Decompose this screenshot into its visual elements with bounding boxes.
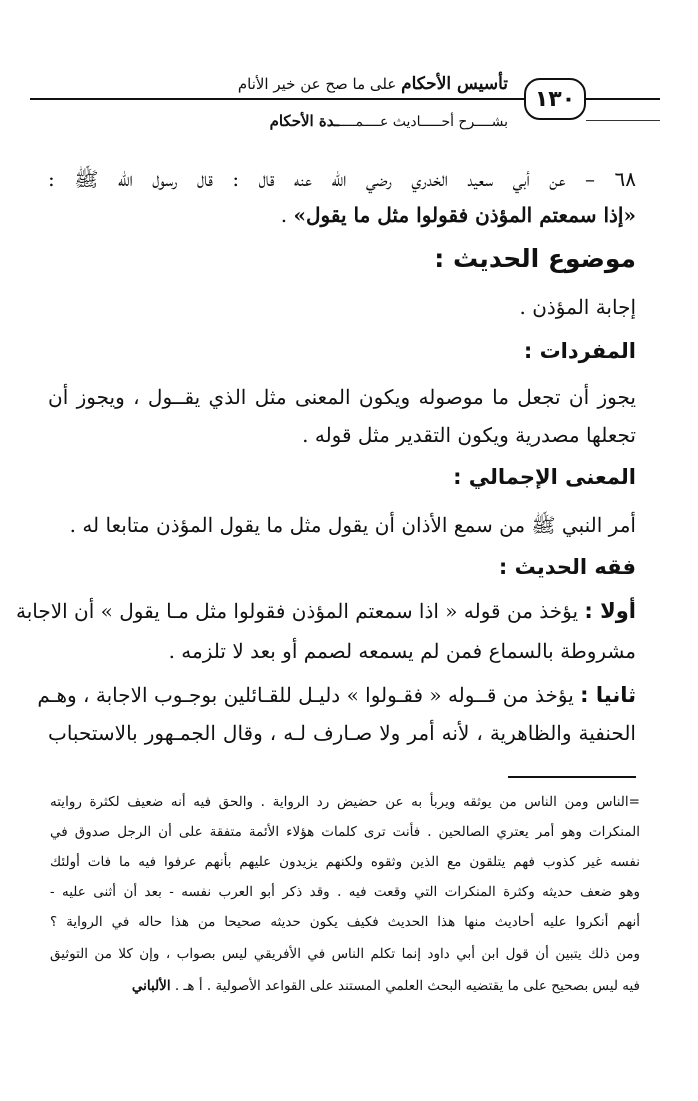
header-rule-right	[586, 98, 660, 100]
topic-text: إجابة المؤذن .	[519, 295, 636, 319]
book-title-bold: تأسيس الأحكام	[401, 74, 508, 94]
point-one-line-1	[15, 596, 636, 626]
book-title-rest: على ما صح عن خير الأنام	[237, 75, 402, 93]
header-thin-rule	[586, 120, 660, 121]
header-rule-left	[30, 98, 524, 100]
point-one-label: أولا :	[584, 599, 636, 623]
vocab-line-2: تجعلها مصدرية ويكون التقدير مثل قوله .	[302, 423, 636, 447]
footnote-author: الألباني	[131, 978, 171, 994]
page-number: ١٣٠	[524, 78, 586, 120]
hadith-line-2	[281, 200, 636, 230]
hadith-line-end: .	[280, 203, 294, 227]
point-two-label: ثانيا :	[580, 683, 636, 707]
hadith-quote: «إذا سمعتم المؤذن فقولوا مثل ما يقول»	[293, 203, 636, 227]
footnote-line-6: ومن ذلك يتبين أن قول ابن أبي داود إنما تكلم الناس في الأفريقي ليس بصواب ، وإن كلا من التوثيق	[50, 946, 640, 962]
point-two-line-1	[37, 680, 636, 710]
book-subtitle-pre: بشــــرح أحـــــاديث عــــمــــ	[339, 114, 508, 130]
vocab-heading: المفردات :	[523, 339, 636, 363]
fiqh-heading: فقه الحديث :	[498, 555, 636, 579]
book-subtitle-bold: ـدة الأحكام	[269, 112, 340, 130]
vocab-line-1: يجوز أن تجعل ما موصوله ويكون المعنى مثل الذي يقــول ، ويجوز أن	[48, 385, 636, 409]
footnote-rule	[508, 776, 636, 778]
point-one-line-2: مشروطة بالسماع فمن لم يسمعه لصمم أو بعد لا تلزمه .	[168, 639, 636, 663]
footnote-line-1: =الناس ومن الناس من يوثقه ويربأ به عن حضيض رد الرواية . والحق فيه أنه ضعيف لكثرة روايته	[50, 794, 640, 810]
point-two-text: يؤخذ من قــوله « فقـولوا » دليـل للقـائلين بوجـوب الاجابة ، وهـم	[37, 683, 581, 707]
point-one-text: يؤخذ من قوله « اذا سمعتم المؤذن فقولوا مثل مـا يقول » أن الاجابة	[15, 599, 585, 623]
book-subtitle	[270, 112, 508, 130]
footnote-line-5: أنهم أنكروا عليه أحاديث منها هذا الحديث فكيف يكون حديثه صحيحا من هذا حاله في الرواية ؟	[50, 914, 640, 930]
footnote-line-7-text: فيه ليس بصحيح على ما يقتضيه البحث العلمي المستند على القواعد الأصولية . أ هـ .	[170, 978, 640, 994]
footnote-line-3: نفسه غير كذوب فهم يتلقون مع الذين وثقوه ولكنهم يزيدون عليهم بأنهم عرفوا فيه ما فات أولئك	[50, 854, 640, 870]
book-title	[238, 74, 508, 94]
topic-heading: موضوع الحديث :	[434, 244, 636, 273]
meaning-text: أمر النبي ﷺ من سمع الأذان أن يقول مثل ما يقول المؤذن متابعا له .	[69, 513, 636, 537]
footnote-line-7	[50, 976, 640, 996]
hadith-line-1: ٦٨ – عن أبي سعيد الخدري رضي الله عنه قال : قال رسول الله ﷺ :	[48, 167, 636, 191]
footnote-line-4: وهو ضعف حديثه وكثرة المنكرات التي وقعت فيه . وقد ذكر أبو العرب نفسه - بعد أن أثنى عليه -	[50, 884, 640, 900]
footnote-line-2: المنكرات وهو أمر يعتري الصالحين . فأنت ترى كلمات هؤلاء الأئمة متفقة على أن الرجل صدوق في	[50, 824, 640, 840]
meaning-heading: المعنى الإجمالي :	[453, 465, 636, 489]
point-two-line-2: الحنفية والظاهرية ، لأنه أمر ولا صـارف لـه ، وقال الجمـهور بالاستحباب	[48, 721, 636, 745]
